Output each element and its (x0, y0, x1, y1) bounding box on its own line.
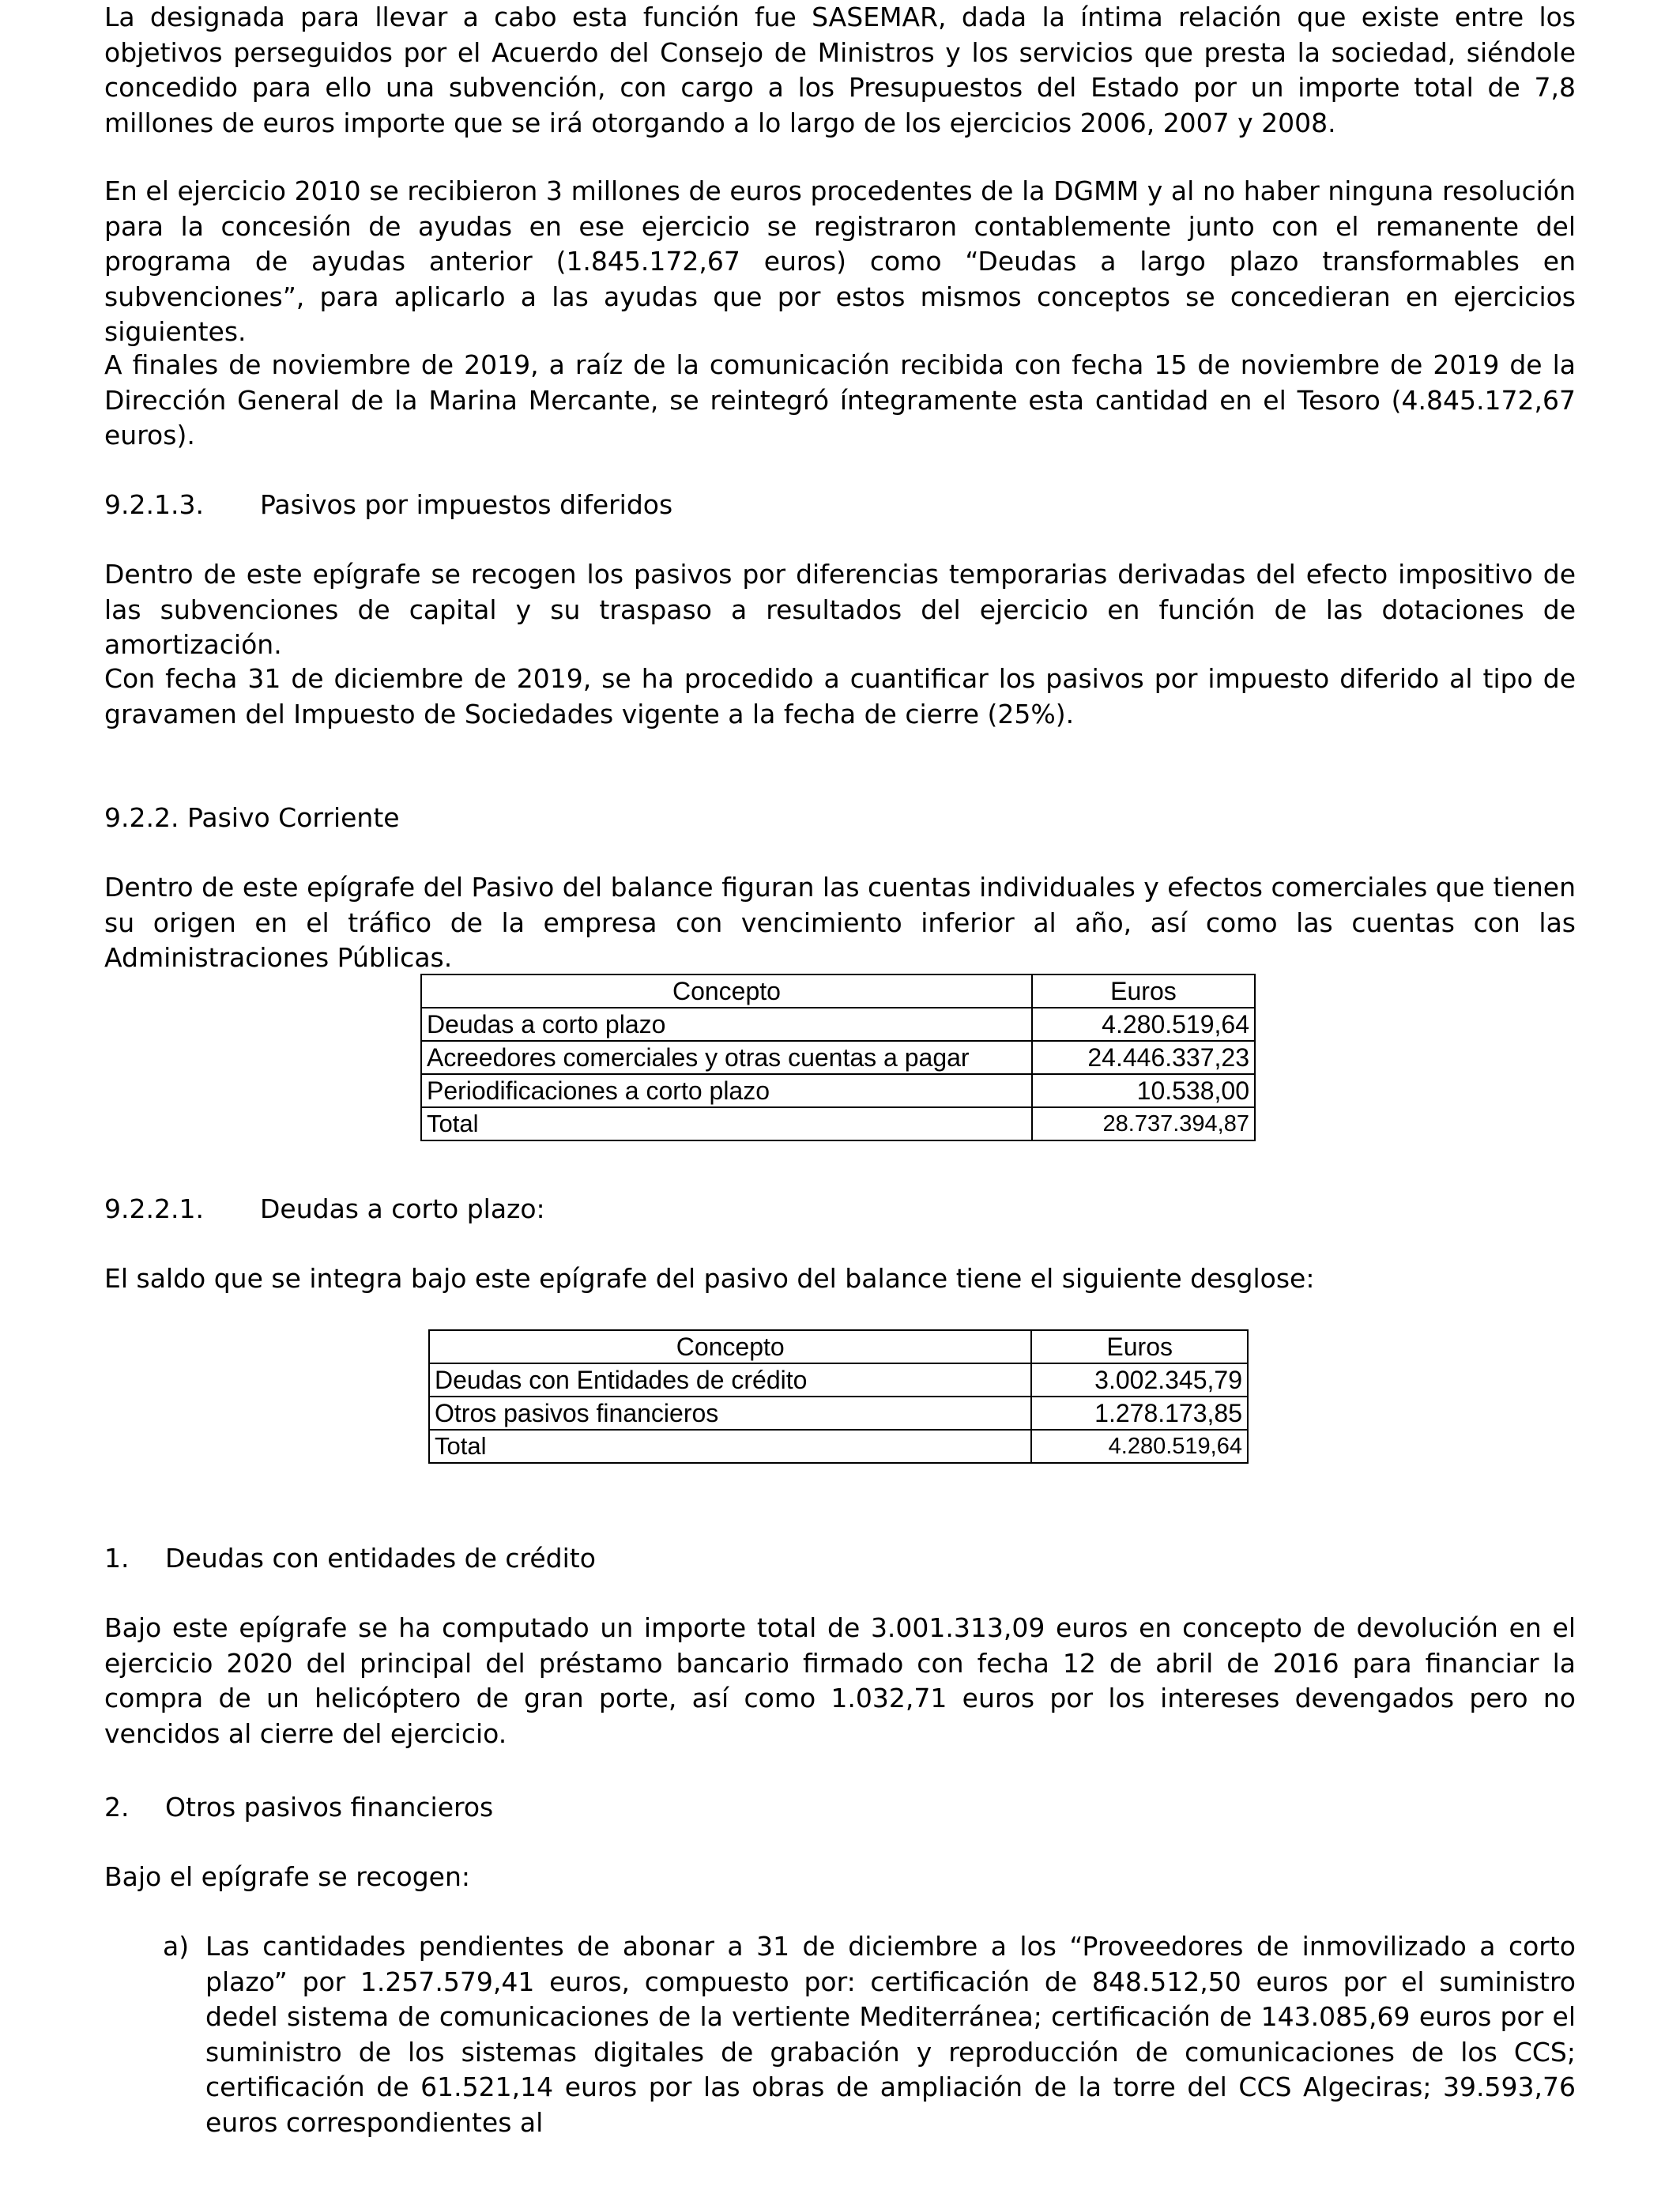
section-heading-1 (104, 1541, 816, 1576)
table-cell-concepto: Total (421, 1107, 1032, 1140)
paragraph-bajo-epigrafe: Bajo el epígrafe se recogen: (104, 1861, 470, 1892)
table-cell-euros: 4.280.519,64 (1031, 1430, 1248, 1463)
section-heading-9-2-2: 9.2.2. Pasivo Corriente (104, 802, 400, 833)
table-header-row (421, 974, 1255, 1008)
table-header-cell: Euros (1032, 974, 1255, 1008)
table-cell-euros: 10.538,00 (1032, 1074, 1255, 1107)
section-title: Pasivos por impuestos diferidos (260, 489, 673, 520)
list-marker: a) (163, 1931, 190, 1962)
table-header-cell: Concepto (421, 974, 1032, 1008)
paragraph-saldo-desglose: El saldo que se integra bajo este epígrafe del pasivo del balance tiene el siguiente desglose: (104, 1263, 1315, 1294)
table-cell-concepto: Acreedores comerciales y otras cuentas a pagar (421, 1041, 1032, 1074)
table-row (429, 1397, 1248, 1430)
deudas-corto-plazo-table (428, 1329, 1249, 1464)
paragraph-pasivo-corriente: Dentro de este epígrafe del Pasivo del balance figuran las cuentas individuales y efectos comerciales que tienen su origen en el tráfico de la empresa con vencimiento inferior al año, así como las cuentas con las Administraciones Públicas. (104, 872, 1576, 973)
paragraph-noviembre-2019: A finales de noviembre de 2019, a raíz de la comunicación recibida con fecha 15 de noviembre de 2019 de la Dirección General de la Marina Mercante, se reintegró íntegramente esta cantidad en el Tesoro (4.845.172,67 euros). (104, 349, 1576, 450)
section-title: Otros pasivos financieros (165, 1792, 494, 1823)
table-total-row (421, 1107, 1255, 1140)
table-cell-euros: 28.737.394,87 (1032, 1107, 1255, 1140)
table-row (421, 1008, 1255, 1041)
paragraph-deudas-entidades-credito: Bajo este epígrafe se ha computado un importe total de 3.001.313,09 euros en concepto de devolución en el ejercicio 2020 del principal del préstamo bancario firmado con fecha 12 de abril de 2016 para financiar la compra de un helicóptero de gran porte, así como 1.032,71 euros por los intereses devengados pero no vencidos al cierre del ejercicio. (104, 1612, 1576, 1749)
table-cell-euros: 4.280.519,64 (1032, 1008, 1255, 1041)
section-number: 9.2.1.3. (104, 489, 204, 520)
section-number: 2. (104, 1792, 130, 1823)
list-item-text: Las cantidades pendientes de abonar a 31 de diciembre a los “Proveedores de inmovilizado a corto plazo” por 1.257.579,41 euros, compuesto por: certificación de 848.512,50 euros por el suministro dedel sistema de comunicaciones de la vertiente Mediterránea; certificación de 143.085,69 euros por el suministro de los sistemas digitales de grabación y reproducción de comunicaciones de los CCS; certificación de 61.521,14 euros por las obras de ampliación de la torre del CCS Algeciras; 39.593,76 euros correspondientes al (205, 1931, 1576, 2138)
paragraph-ejercicio-2010: En el ejercicio 2010 se recibieron 3 millones de euros procedentes de la DGMM y al no haber ninguna resolución para la concesión de ayudas en ese ejercicio se registraron contablemente junto con el remanente del programa de ayudas anterior (1.845.172,67 euros) como “Deudas a largo plazo transformables en subvenciones”, para aplicarlo a las ayudas que por estos mismos conceptos se concedieran en ejercicios siguientes. (104, 175, 1576, 347)
table-cell-euros: 1.278.173,85 (1031, 1397, 1248, 1430)
table-cell-concepto: Deudas con Entidades de crédito (429, 1363, 1031, 1397)
paragraph-sasemar: La designada para llevar a cabo esta función fue SASEMAR, dada la íntima relación que existe entre los objetivos perseguidos por el Acuerdo del Consejo de Ministros y los servicios que presta la sociedad, siéndole concedido para ello una subvención, con cargo a los Presupuestos del Estado por un importe total de 7,8 millones de euros importe que se irá otorgando a lo largo de los ejercicios 2006, 2007 y 2008. (104, 2, 1576, 138)
list-item (163, 1929, 1576, 2140)
pasivo-corriente-table (420, 974, 1256, 1141)
table-cell-euros: 24.446.337,23 (1032, 1041, 1255, 1074)
table-cell-concepto: Total (429, 1430, 1031, 1463)
table-cell-euros: 3.002.345,79 (1031, 1363, 1248, 1397)
table-header-cell: Euros (1031, 1330, 1248, 1363)
table-row (429, 1363, 1248, 1397)
table-cell-concepto: Otros pasivos financieros (429, 1397, 1031, 1430)
section-number: 9.2.2.1. (104, 1193, 204, 1224)
table-row (421, 1041, 1255, 1074)
table-row (421, 1074, 1255, 1107)
table-cell-concepto: Periodificaciones a corto plazo (421, 1074, 1032, 1107)
section-heading-9-2-1-3 (104, 488, 816, 522)
paragraph-pasivos-diferencias: Dentro de este epígrafe se recogen los pasivos por diferencias temporarias derivadas del efecto impositivo de las subvenciones de capital y su traspaso a resultados del ejercicio en función de las dotaciones de amortización. (104, 559, 1576, 660)
table-header-row (429, 1330, 1248, 1363)
section-heading-2 (104, 1790, 816, 1825)
section-number: 1. (104, 1543, 130, 1574)
section-title: Deudas con entidades de crédito (165, 1543, 596, 1574)
table-total-row (429, 1430, 1248, 1463)
section-heading-9-2-2-1 (104, 1192, 816, 1227)
table-header-cell: Concepto (429, 1330, 1031, 1363)
section-title: Deudas a corto plazo: (260, 1193, 545, 1224)
table-cell-concepto: Deudas a corto plazo (421, 1008, 1032, 1041)
paragraph-impuesto-diferido: Con fecha 31 de diciembre de 2019, se ha procedido a cuantificar los pasivos por impuesto diferido al tipo de gravamen del Impuesto de Sociedades vigente a la fecha de cierre (25%). (104, 663, 1576, 729)
